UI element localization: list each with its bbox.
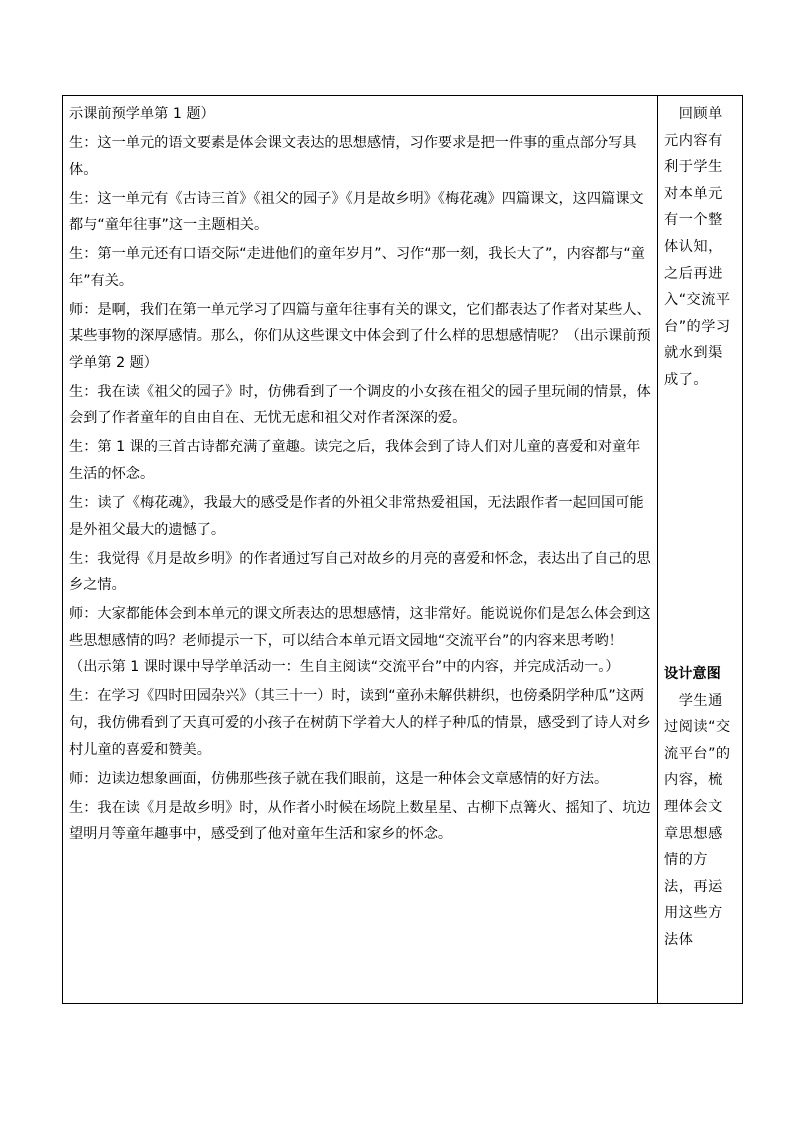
lesson-plan-table (62, 95, 743, 1004)
design-note-text: 回顾单元内容有利于学生对本单元有一个整体认知，之后再进入“交流平台”的学习就水到渠成了。 (664, 106, 731, 388)
design-note-block (664, 101, 736, 661)
design-intent-block (664, 661, 736, 954)
dialogue-paragraph: 师：边读边想象画面，仿佛那些孩子就在我们眼前，这是一种体会文章感情的好方法。 (69, 770, 609, 787)
design-intent-text: 学生通过阅读“交流平台”的内容，梳理体会文章思想感情的方法，再运用这些方法体 (664, 692, 731, 948)
dialogue-paragraph: 师：是啊，我们在第一单元学习了四篇与童年往事有关的课文，它们都表达了作者对某些人、某些事物的深厚感情。那么，你们从这些课文中体会到了什么样的思想感情呢？（出示课前预学单第 2 题） (69, 301, 651, 371)
dialogue-paragraph: 生：我觉得《月是故乡明》的作者通过写自己对故乡的月亮的喜爱和怀念，表达出了自己的思乡之情。 (69, 550, 651, 594)
dialogue-paragraph: 生：读了《梅花魂》，我最大的感受是作者的外祖父非常热爱祖国，无法跟作者一起回国可能是外祖父最大的遗憾了。 (69, 495, 644, 538)
dialogue-paragraph: 生：第一单元还有口语交际“走进他们的童年岁月”、习作“那一刻，我长大了”，内容都与“童年”有关。 (69, 246, 645, 289)
dialogue-paragraph: 生：我在读《月是故乡明》时，从作者小时候在场院上数星星、古柳下点篝火、摇知了、坑边望明月等童年趣事中，感受到了他对童年生活和家乡的怀念。 (69, 799, 651, 843)
design-intent-heading: 设计意图 (664, 666, 721, 682)
teaching-process-column (63, 96, 658, 1003)
dialogue-paragraph: 生：这一单元有《古诗三首》《祖父的园子》《月是故乡明》《梅花魂》四篇课文，这四篇课文都与“童年往事”这一主题相关。 (69, 190, 644, 234)
dialogue-paragraph: 生：我在读《祖父的园子》时，仿佛看到了一个调皮的小女孩在祖父的园子里玩闹的情景，体会到了作者童年的自由自在、无忧无虑和祖父对作者深深的爱。 (69, 383, 651, 427)
dialogue-paragraph: 示课前预学单第 1 题） (69, 106, 215, 122)
dialogue-paragraph: 生：在学习《四时田园杂兴》（其三十一）时，读到“童孙未解供耕织，也傍桑阴学种瓜”这两句，我仿佛看到了天真可爱的小孩子在树荫下学着大人的样子种瓜的情景，感受到了诗人对乡村儿童的喜爱和赞美。 (69, 688, 651, 758)
design-intent-column (658, 96, 742, 1003)
dialogue-paragraph: 生：第 1 课的三首古诗都充满了童趣。读完之后，我体会到了诗人们对儿童的喜爱和对童年生活的怀念。 (69, 439, 641, 483)
dialogue-paragraph: 生：这一单元的语文要素是体会课文表达的思想感情，习作要求是把一件事的重点部分写具体。 (69, 134, 637, 178)
dialogue-paragraph: 师：大家都能体会到本单元的课文所表达的思想感情，这非常好。能说说你们是怎么体会到这些思想感情的吗？老师提示一下，可以结合本单元语文园地“交流平台”的内容来思考哟！（出示第 1 课时课中导学单活动一：生自主阅读“交流平台”中的内容，并完成活动一。） (69, 606, 651, 676)
